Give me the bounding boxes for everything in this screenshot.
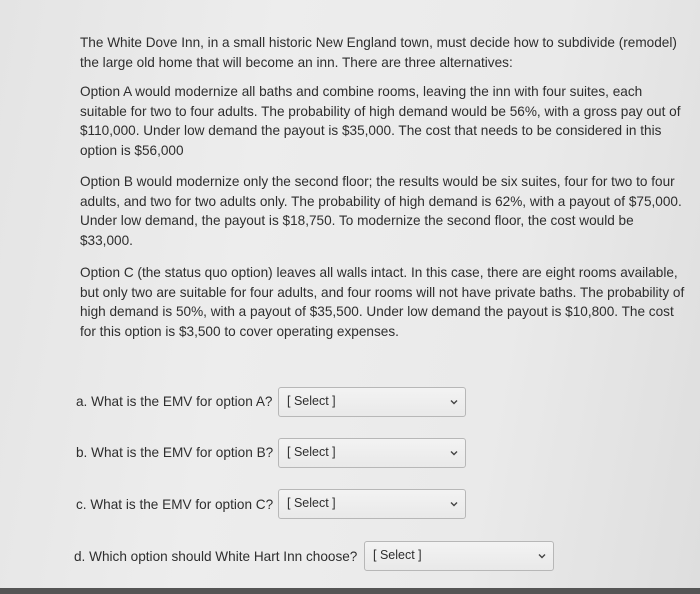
question-a-label: a. What is the EMV for option A? bbox=[76, 394, 273, 409]
best-option-select[interactable] bbox=[364, 541, 554, 571]
intro-paragraph: The White Dove Inn, in a small historic New England town, must decide how to subdivide (remodel) the large old home that will become an inn. There are three alternatives: bbox=[80, 35, 677, 70]
bottom-edge bbox=[0, 588, 700, 594]
select-label: [ Select ] bbox=[287, 496, 336, 510]
question-c-label: c. What is the EMV for option C? bbox=[76, 497, 274, 512]
question-d-label: d. Which option should White Hart Inn choose? bbox=[74, 549, 358, 564]
option-b-paragraph: Option B would modernize only the second floor; the results would be six suites, four for two to four adults, and two for two adults only. The probability of high demand is 62%, with a payout of $75,000. Under low demand, the payout is $18,750. To modernize the second floor, the cost would be $33,000. bbox=[80, 174, 682, 248]
question-b-label: b. What is the EMV for option B? bbox=[76, 445, 274, 460]
select-label: [ Select ] bbox=[287, 445, 336, 459]
chevron-down-icon bbox=[449, 397, 459, 407]
option-c-paragraph: Option C (the status quo option) leaves all walls intact. In this case, there are eight rooms available, but only two are suitable for four adults, and four rooms will not have private baths. The probability of high demand is 50%, with a payout of $35,500. Under low demand the payout is $10,800. The cost for this option is $3,500 to cover operating expenses. bbox=[80, 265, 685, 339]
chevron-down-icon bbox=[449, 499, 459, 509]
option-a-emv-select[interactable] bbox=[278, 387, 466, 417]
option-a-paragraph: Option A would modernize all baths and combine rooms, leaving the inn with four suites, each suitable for two to four adults. The probability of high demand would be 56%, with a gross pay out of $110,000. Under low demand the payout is $35,000. The cost that needs to be considered in this option is $56,000 bbox=[80, 84, 681, 158]
option-b-emv-select[interactable] bbox=[278, 438, 466, 468]
chevron-down-icon bbox=[537, 551, 547, 561]
select-label: [ Select ] bbox=[287, 394, 336, 408]
chevron-down-icon bbox=[449, 448, 459, 458]
option-c-emv-select[interactable] bbox=[278, 489, 466, 519]
select-label: [ Select ] bbox=[373, 548, 422, 562]
